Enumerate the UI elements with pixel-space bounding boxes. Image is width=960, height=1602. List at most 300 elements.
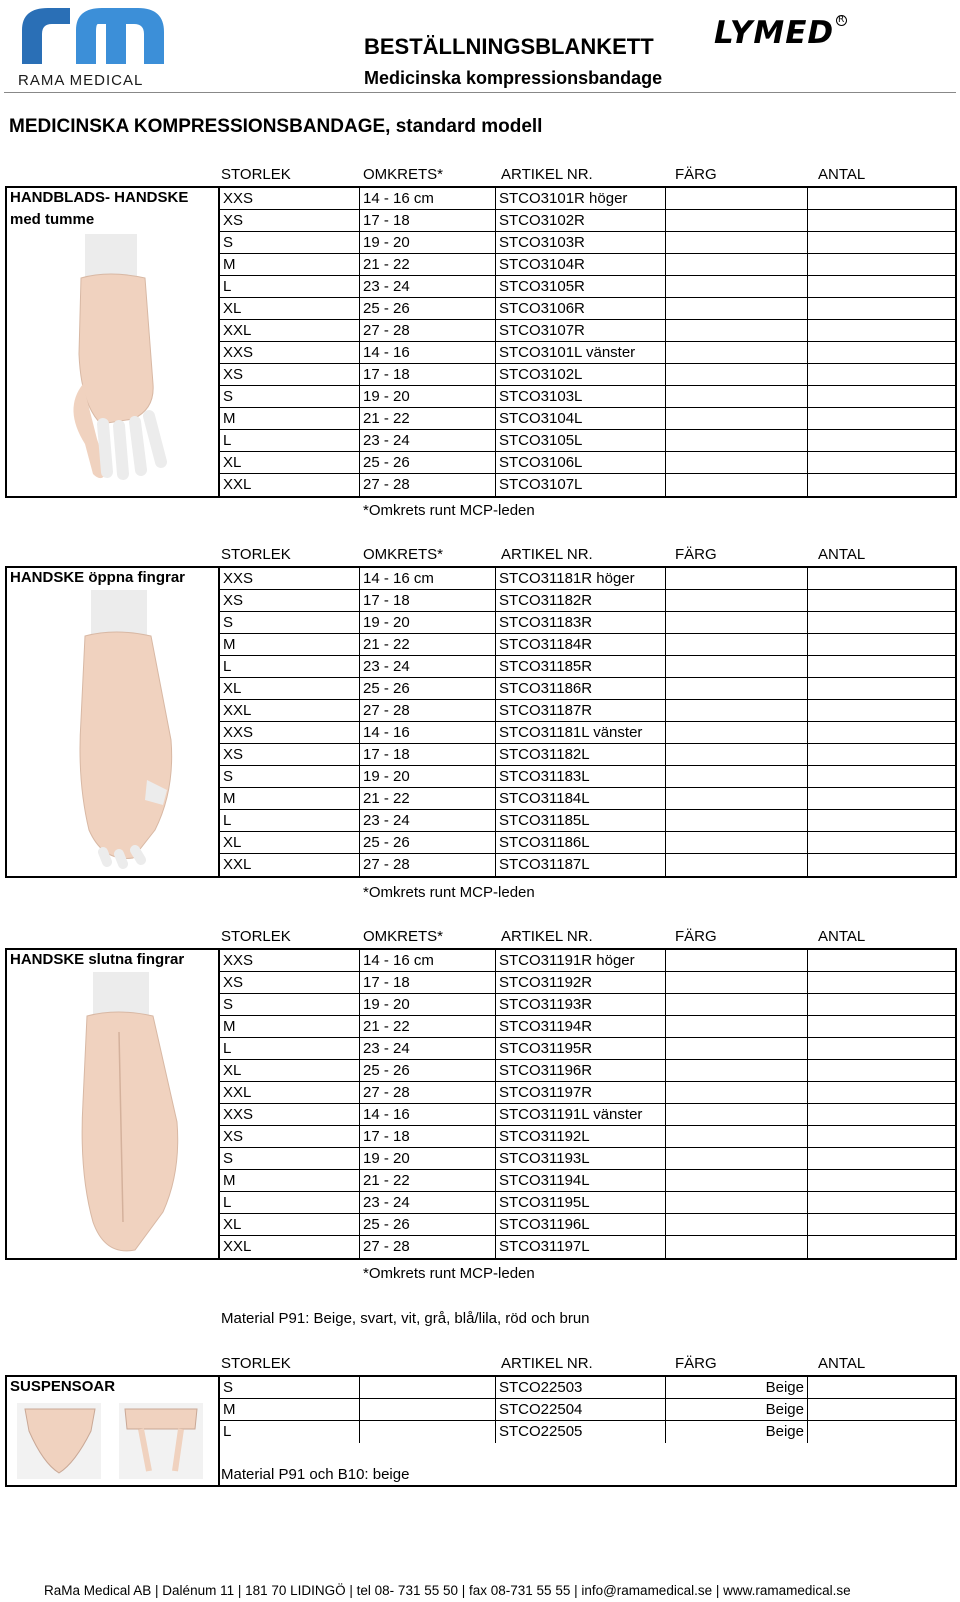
circumference-cell: 23 - 24 [360, 810, 496, 832]
color-field[interactable] [666, 1104, 808, 1126]
article-number-cell: STCO3104R [496, 254, 666, 276]
circumference-cell: 17 - 18 [360, 1126, 496, 1148]
article-number-cell: STCO3101R höger [496, 188, 666, 210]
column-header-color: FÄRG [675, 928, 717, 945]
size-cell: M [220, 1016, 360, 1038]
quantity-field[interactable] [808, 1399, 957, 1421]
footer-contact: RaMa Medical AB | Dalénum 11 | 181 70 LIDINGÖ | tel 08- 731 55 50 | fax 08-731 55 55 | info@ramamedical.se | www.ramamedical.se [44, 1583, 851, 1598]
table-row [220, 1082, 955, 1104]
column-header-size: STORLEK [221, 1355, 291, 1372]
quantity-field[interactable] [808, 678, 957, 700]
size-cell: S [220, 386, 360, 408]
circumference-cell: 27 - 28 [360, 854, 496, 876]
quantity-field[interactable] [808, 188, 957, 210]
size-cell: M [220, 254, 360, 276]
product-table-handblads-handske [5, 186, 957, 498]
color-field[interactable] [666, 568, 808, 590]
quantity-field[interactable] [808, 1060, 957, 1082]
article-number-cell: STCO3107R [496, 320, 666, 342]
quantity-field[interactable] [808, 474, 957, 496]
quantity-field[interactable] [808, 994, 957, 1016]
quantity-field[interactable] [808, 1170, 957, 1192]
table-row [220, 1192, 955, 1214]
quantity-field[interactable] [808, 298, 957, 320]
size-cell: XL [220, 452, 360, 474]
article-number-cell: STCO31191L vänster [496, 1104, 666, 1126]
lymed-logo-text: LYMED [714, 15, 835, 51]
circumference-cell: 25 - 26 [360, 1214, 496, 1236]
color-field[interactable] [666, 1126, 808, 1148]
circumference-cell: 25 - 26 [360, 298, 496, 320]
quantity-field[interactable] [808, 788, 957, 810]
article-number-cell: STCO31193R [496, 994, 666, 1016]
quantity-field[interactable] [808, 854, 957, 876]
article-number-cell: STCO31184R [496, 634, 666, 656]
quantity-field[interactable] [808, 1421, 957, 1443]
size-cell: M [220, 408, 360, 430]
circumference-cell: 25 - 26 [360, 452, 496, 474]
rm-logo-mark [18, 2, 168, 68]
table-row [220, 1214, 955, 1236]
article-number-cell: STCO22504 [496, 1399, 666, 1421]
table-rows [220, 568, 955, 876]
quantity-field[interactable] [808, 972, 957, 994]
quantity-field[interactable] [808, 254, 957, 276]
quantity-field[interactable] [808, 656, 957, 678]
article-number-cell: STCO3103R [496, 232, 666, 254]
quantity-field[interactable] [808, 1016, 957, 1038]
table-row [220, 612, 955, 634]
table-row [220, 634, 955, 656]
article-number-cell: STCO31195R [496, 1038, 666, 1060]
column-header-size: STORLEK [221, 166, 291, 183]
article-number-cell: STCO3102L [496, 364, 666, 386]
color-field[interactable] [666, 276, 808, 298]
size-cell: XS [220, 972, 360, 994]
rama-medical-logo [14, 2, 164, 92]
circumference-cell: 14 - 16 cm [360, 568, 496, 590]
color-field[interactable] [666, 788, 808, 810]
quantity-field[interactable] [808, 810, 957, 832]
circumference-cell [360, 1377, 496, 1399]
quantity-field[interactable] [808, 1214, 957, 1236]
size-cell: XL [220, 1060, 360, 1082]
table-row [220, 254, 955, 276]
color-field[interactable] [666, 232, 808, 254]
quantity-field[interactable] [808, 276, 957, 298]
size-cell: XXL [220, 474, 360, 496]
circumference-cell: 19 - 20 [360, 386, 496, 408]
article-number-cell: STCO31182R [496, 590, 666, 612]
product-photo-suspensoar [15, 1401, 205, 1486]
size-cell: M [220, 788, 360, 810]
circumference-cell: 27 - 28 [360, 700, 496, 722]
quantity-field[interactable] [808, 342, 957, 364]
size-cell: XXS [220, 342, 360, 364]
article-number-cell: STCO31197R [496, 1082, 666, 1104]
color-field[interactable] [666, 612, 808, 634]
color-field[interactable] [666, 994, 808, 1016]
circumference-cell: 17 - 18 [360, 590, 496, 612]
circumference-cell: 19 - 20 [360, 994, 496, 1016]
quantity-field[interactable] [808, 1126, 957, 1148]
quantity-field[interactable] [808, 612, 957, 634]
circumference-cell [360, 1399, 496, 1421]
circumference-note: *Omkrets runt MCP-leden [363, 1265, 535, 1282]
table-row [220, 656, 955, 678]
table-row [220, 474, 955, 496]
color-field[interactable] [666, 1192, 808, 1214]
circumference-cell: 14 - 16 [360, 342, 496, 364]
circumference-cell: 25 - 26 [360, 678, 496, 700]
color-field[interactable] [666, 386, 808, 408]
table-row [220, 972, 955, 994]
color-field[interactable] [666, 342, 808, 364]
circumference-cell: 14 - 16 [360, 1104, 496, 1126]
size-cell: XXL [220, 1236, 360, 1258]
article-number-cell: STCO22505 [496, 1421, 666, 1443]
table-row [220, 1377, 955, 1399]
color-field[interactable] [666, 766, 808, 788]
quantity-field[interactable] [808, 386, 957, 408]
document-title: BESTÄLLNINGSBLANKETT [364, 34, 654, 59]
article-number-cell: STCO31196L [496, 1214, 666, 1236]
article-number-cell: STCO3106R [496, 298, 666, 320]
table-row [220, 452, 955, 474]
color-field: Beige [666, 1399, 808, 1421]
table-row [220, 810, 955, 832]
table-row [220, 766, 955, 788]
quantity-field[interactable] [808, 950, 957, 972]
quantity-field[interactable] [808, 1148, 957, 1170]
circumference-cell: 27 - 28 [360, 474, 496, 496]
column-header-color: FÄRG [675, 1355, 717, 1372]
table-row [220, 1421, 955, 1443]
material-note-gloves: Material P91: Beige, svart, vit, grå, blå/lila, röd och brun [221, 1310, 590, 1327]
quantity-field[interactable] [808, 1082, 957, 1104]
quantity-field[interactable] [808, 1192, 957, 1214]
product-photo-glove-thumb [23, 234, 203, 497]
table-row [220, 232, 955, 254]
circumference-cell: 27 - 28 [360, 1236, 496, 1258]
circumference-cell: 21 - 22 [360, 788, 496, 810]
article-number-cell: STCO31181L vänster [496, 722, 666, 744]
size-cell: XXL [220, 700, 360, 722]
quantity-field[interactable] [808, 408, 957, 430]
quantity-field[interactable] [808, 634, 957, 656]
color-field[interactable] [666, 1170, 808, 1192]
color-field[interactable] [666, 634, 808, 656]
color-field[interactable] [666, 854, 808, 876]
color-field[interactable] [666, 1214, 808, 1236]
color-field[interactable] [666, 744, 808, 766]
product-table-handske-slutna-fingrar [5, 948, 957, 1260]
product-photo-glove-open [23, 590, 203, 877]
product-name: HANDBLADS- HANDSKE [10, 189, 189, 206]
color-field[interactable] [666, 1148, 808, 1170]
color-field[interactable] [666, 408, 808, 430]
product-name: HANDSKE slutna fingrar [10, 951, 185, 968]
article-number-cell: STCO31183R [496, 612, 666, 634]
color-field[interactable] [666, 1060, 808, 1082]
lymed-logo [714, 15, 847, 55]
table-rows [220, 1377, 955, 1443]
table-row [220, 568, 955, 590]
table-row [220, 854, 955, 876]
quantity-field[interactable] [808, 1104, 957, 1126]
product-label-cell [7, 188, 220, 496]
product-label-cell [7, 1377, 220, 1485]
circumference-cell: 21 - 22 [360, 1170, 496, 1192]
color-field[interactable] [666, 950, 808, 972]
table-row [220, 722, 955, 744]
table-row [220, 342, 955, 364]
size-cell: L [220, 430, 360, 452]
size-cell: M [220, 1399, 360, 1421]
article-number-cell: STCO31191R höger [496, 950, 666, 972]
size-cell: S [220, 766, 360, 788]
table-row [220, 994, 955, 1016]
article-number-cell: STCO3102R [496, 210, 666, 232]
circumference-cell: 21 - 22 [360, 634, 496, 656]
circumference-cell: 23 - 24 [360, 656, 496, 678]
quantity-field[interactable] [808, 700, 957, 722]
size-cell: S [220, 232, 360, 254]
size-cell: XXS [220, 950, 360, 972]
article-number-cell: STCO3101L vänster [496, 342, 666, 364]
article-number-cell: STCO31185L [496, 810, 666, 832]
column-header-size: STORLEK [221, 928, 291, 945]
article-number-cell: STCO3104L [496, 408, 666, 430]
article-number-cell: STCO31192R [496, 972, 666, 994]
size-cell: XS [220, 744, 360, 766]
size-cell: XS [220, 210, 360, 232]
table-row [220, 408, 955, 430]
table-row [220, 276, 955, 298]
size-cell: S [220, 994, 360, 1016]
table-row [220, 678, 955, 700]
circumference-cell: 17 - 18 [360, 364, 496, 386]
article-number-cell: STCO31192L [496, 1126, 666, 1148]
circumference-cell: 25 - 26 [360, 832, 496, 854]
color-field[interactable] [666, 590, 808, 612]
color-field[interactable] [666, 254, 808, 276]
article-number-cell: STCO31183L [496, 766, 666, 788]
column-header-article: ARTIKEL NR. [501, 546, 593, 563]
color-field[interactable] [666, 972, 808, 994]
table-row [220, 1126, 955, 1148]
product-name-line2: med tumme [10, 211, 95, 228]
color-field[interactable] [666, 1082, 808, 1104]
article-number-cell: STCO3107L [496, 474, 666, 496]
column-header-quantity: ANTAL [818, 1355, 866, 1372]
size-cell: M [220, 1170, 360, 1192]
table-row [220, 700, 955, 722]
color-field[interactable] [666, 656, 808, 678]
color-field[interactable] [666, 1016, 808, 1038]
table-rows [220, 188, 955, 496]
table-row [220, 188, 955, 210]
quantity-field[interactable] [808, 430, 957, 452]
size-cell: XXL [220, 854, 360, 876]
column-header-color: FÄRG [675, 166, 717, 183]
table-row [220, 1016, 955, 1038]
column-header-quantity: ANTAL [818, 928, 866, 945]
color-field[interactable] [666, 210, 808, 232]
column-header-article: ARTIKEL NR. [501, 166, 593, 183]
article-number-cell: STCO31196R [496, 1060, 666, 1082]
article-number-cell: STCO31195L [496, 1192, 666, 1214]
table-row [220, 210, 955, 232]
size-cell: S [220, 1377, 360, 1399]
quantity-field[interactable] [808, 452, 957, 474]
size-cell: XXS [220, 568, 360, 590]
article-number-cell: STCO31193L [496, 1148, 666, 1170]
column-header-article: ARTIKEL NR. [501, 1355, 593, 1372]
circumference-cell: 19 - 20 [360, 766, 496, 788]
size-cell: S [220, 612, 360, 634]
circumference-cell: 27 - 28 [360, 1082, 496, 1104]
table-row [220, 1038, 955, 1060]
color-field[interactable] [666, 1038, 808, 1060]
color-field[interactable] [666, 832, 808, 854]
color-field[interactable] [666, 320, 808, 342]
circumference-cell: 17 - 18 [360, 210, 496, 232]
table-row [220, 320, 955, 342]
article-number-cell: STCO31186R [496, 678, 666, 700]
product-table-suspensoar [5, 1375, 957, 1487]
table-row [220, 832, 955, 854]
article-number-cell: STCO31187L [496, 854, 666, 876]
color-field[interactable] [666, 722, 808, 744]
size-cell: XL [220, 832, 360, 854]
circumference-cell: 14 - 16 [360, 722, 496, 744]
color-field: Beige [666, 1377, 808, 1399]
size-cell: XS [220, 590, 360, 612]
table-row [220, 788, 955, 810]
circumference-cell: 23 - 24 [360, 276, 496, 298]
rama-medical-logo-text: RAMA MEDICAL [18, 72, 144, 89]
circumference-cell: 21 - 22 [360, 254, 496, 276]
product-photo-glove-closed [23, 972, 203, 1259]
circumference-cell: 23 - 24 [360, 1192, 496, 1214]
column-header-quantity: ANTAL [818, 166, 866, 183]
article-number-cell: STCO3105L [496, 430, 666, 452]
circumference-cell: 19 - 20 [360, 232, 496, 254]
color-field[interactable] [666, 474, 808, 496]
table-row [220, 950, 955, 972]
size-cell: XS [220, 364, 360, 386]
circumference-cell: 14 - 16 cm [360, 950, 496, 972]
column-header-circumference: OMKRETS* [363, 546, 444, 563]
quantity-field[interactable] [808, 1038, 957, 1060]
quantity-field[interactable] [808, 320, 957, 342]
column-header-size: STORLEK [221, 546, 291, 563]
circumference-cell: 27 - 28 [360, 320, 496, 342]
quantity-field[interactable] [808, 766, 957, 788]
product-name: HANDSKE öppna fingrar [10, 569, 186, 586]
color-field[interactable] [666, 678, 808, 700]
quantity-field[interactable] [808, 568, 957, 590]
color-field[interactable] [666, 298, 808, 320]
table-row [220, 1060, 955, 1082]
quantity-field[interactable] [808, 232, 957, 254]
circumference-note: *Omkrets runt MCP-leden [363, 502, 535, 519]
color-field[interactable] [666, 1236, 808, 1258]
size-cell: L [220, 276, 360, 298]
size-cell: S [220, 1148, 360, 1170]
table-row [220, 364, 955, 386]
product-label-cell [7, 568, 220, 876]
document-subtitle: Medicinska kompressionsbandage [364, 68, 663, 88]
article-number-cell: STCO3103L [496, 386, 666, 408]
table-row [220, 386, 955, 408]
column-header-circumference: OMKRETS* [363, 928, 444, 945]
color-field[interactable] [666, 364, 808, 386]
color-field[interactable] [666, 188, 808, 210]
article-number-cell: STCO31181R höger [496, 568, 666, 590]
column-header-article: ARTIKEL NR. [501, 928, 593, 945]
size-cell: XXL [220, 1082, 360, 1104]
quantity-field[interactable] [808, 744, 957, 766]
article-number-cell: STCO3105R [496, 276, 666, 298]
size-cell: XXS [220, 188, 360, 210]
article-number-cell: STCO31187R [496, 700, 666, 722]
table-row [220, 1104, 955, 1126]
product-name: SUSPENSOAR [10, 1378, 116, 1395]
article-number-cell: STCO3106L [496, 452, 666, 474]
table-row [220, 744, 955, 766]
circumference-note: *Omkrets runt MCP-leden [363, 884, 535, 901]
color-field: Beige [666, 1421, 808, 1443]
circumference-cell [360, 1421, 496, 1443]
size-cell: L [220, 656, 360, 678]
product-label-cell [7, 950, 220, 1258]
quantity-field[interactable] [808, 1236, 957, 1258]
size-cell: L [220, 810, 360, 832]
color-field[interactable] [666, 430, 808, 452]
article-number-cell: STCO31186L [496, 832, 666, 854]
quantity-field[interactable] [808, 590, 957, 612]
circumference-cell: 19 - 20 [360, 612, 496, 634]
table-row [220, 1170, 955, 1192]
table-row [220, 590, 955, 612]
size-cell: M [220, 634, 360, 656]
quantity-field[interactable] [808, 210, 957, 232]
main-heading: MEDICINSKA KOMPRESSIONSBANDAGE, standard modell [9, 116, 543, 137]
circumference-cell: 23 - 24 [360, 430, 496, 452]
quantity-field[interactable] [808, 722, 957, 744]
color-field[interactable] [666, 810, 808, 832]
size-cell: XL [220, 1214, 360, 1236]
table-row [220, 1148, 955, 1170]
article-number-cell: STCO22503 [496, 1377, 666, 1399]
article-number-cell: STCO31194L [496, 1170, 666, 1192]
table-row [220, 430, 955, 452]
quantity-field[interactable] [808, 364, 957, 386]
column-header-circumference: OMKRETS* [363, 166, 444, 183]
table-row [220, 1399, 955, 1421]
circumference-cell: 21 - 22 [360, 1016, 496, 1038]
color-field[interactable] [666, 700, 808, 722]
color-field[interactable] [666, 452, 808, 474]
header-divider [4, 92, 956, 93]
size-cell: XL [220, 298, 360, 320]
article-number-cell: STCO31197L [496, 1236, 666, 1258]
table-row [220, 1236, 955, 1258]
quantity-field[interactable] [808, 832, 957, 854]
quantity-field[interactable] [808, 1377, 957, 1399]
